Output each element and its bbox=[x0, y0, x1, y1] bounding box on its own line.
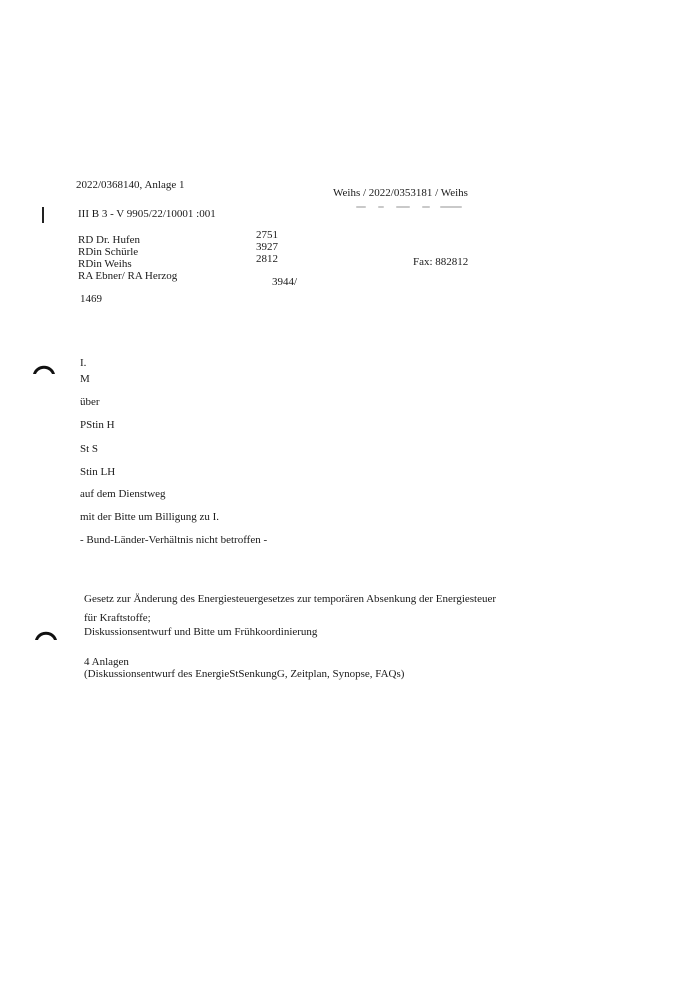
extra-number: 1469 bbox=[80, 293, 102, 305]
attachments-list: (Diskussionsentwurf des EnergieStSenkungG, Zeitplan, Synopse, FAQs) bbox=[84, 668, 405, 680]
routing-path: auf dem Dienstweg bbox=[80, 488, 166, 500]
punch-hole-mark-icon bbox=[32, 361, 56, 375]
attachments-count: 4 Anlagen bbox=[84, 656, 129, 668]
faint-scan-marks bbox=[356, 204, 464, 210]
routing-step-1: PStin H bbox=[80, 419, 115, 431]
contact-name-4: RA Ebner/ RA Herzog bbox=[78, 270, 178, 282]
contact-ext-3: 2812 bbox=[256, 253, 278, 265]
contact-name-1: RD Dr. Hufen bbox=[78, 234, 141, 246]
via-label: über bbox=[80, 396, 100, 408]
reference-left: 2022/0368140, Anlage 1 bbox=[76, 179, 185, 191]
routing-request: mit der Bitte um Billigung zu I. bbox=[80, 511, 220, 523]
reference-right: Weihs / 2022/0353181 / Weihs bbox=[333, 187, 468, 199]
subject-line-2: für Kraftstoffe; bbox=[84, 612, 151, 624]
contact-name-2: RDin Schürle bbox=[78, 246, 139, 258]
contact-name-3: RDin Weihs bbox=[78, 258, 132, 270]
recipient: M bbox=[80, 373, 90, 385]
punch-hole-mark-icon bbox=[34, 627, 58, 641]
margin-bar-icon bbox=[42, 207, 44, 223]
contact-ext-1: 2751 bbox=[256, 229, 278, 241]
routing-step-2: St S bbox=[80, 443, 99, 455]
contact-ext-4: 3944/ bbox=[272, 276, 298, 288]
subject-line-1: Gesetz zur Änderung des Energiesteuergesetzes zur temporären Absenkung der Energiesteuer bbox=[84, 593, 497, 605]
contact-ext-2: 3927 bbox=[256, 241, 278, 253]
routing-step-3: Stin LH bbox=[80, 466, 116, 478]
fax-number: Fax: 882812 bbox=[413, 256, 469, 268]
subject-line-3: Diskussionsentwurf und Bitte um Frühkoordinierung bbox=[84, 626, 318, 638]
file-number: III B 3 - V 9905/22/10001 :001 bbox=[78, 208, 216, 220]
routing-note: - Bund-Länder-Verhältnis nicht betroffen - bbox=[80, 534, 268, 546]
section-numeral: I. bbox=[80, 357, 87, 369]
